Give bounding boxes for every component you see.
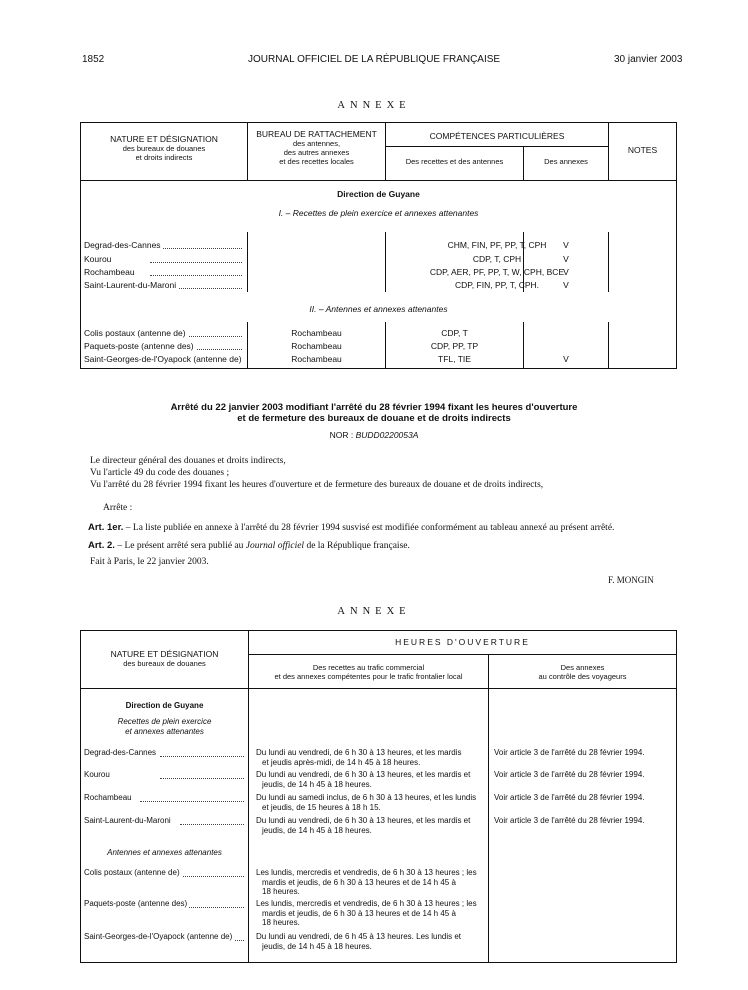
- table-2-row-annexe: Voir article 3 de l'arrêté du 28 février 1994.: [494, 770, 645, 779]
- table-2-row-hours: [256, 748, 486, 767]
- annexe-2-section-2: Antennes et annexes attenantes: [107, 848, 222, 857]
- table-2-row-hours: [256, 816, 486, 835]
- table-2-row-name: Degrad-des-Cannes: [84, 748, 157, 757]
- arrete-preamble-1: Le directeur général des douanes et droits indirects,: [90, 456, 286, 466]
- table-1-row-name: Paquets-poste (antenne des): [84, 341, 194, 351]
- table-2-row-name: Kourou: [84, 770, 110, 779]
- table-2-row-hours-line-2: et jeudis après-midi, de 14 h 45 à 18 heures.: [262, 757, 421, 767]
- table-2-row-hours-line-2: jeudis, de 14 h 45 à 18 heures.: [262, 941, 372, 951]
- table-2-row-hours-line-1: Du lundi au samedi inclus, de 6 h 30 à 13 heures, et les lundis: [256, 793, 477, 802]
- annexe-1-section-2: II. – Antennes et annexes attenantes: [309, 304, 448, 314]
- table-1-row-annexe: V: [563, 254, 569, 264]
- table-2-row-hours-line-1: Du lundi au vendredi, de 6 h 45 à 13 heures. Les lundis et: [256, 932, 462, 941]
- table-2-row-hours-line-2: jeudis, de 14 h 45 à 18 heures.: [262, 825, 372, 835]
- table-2-row-name: Colis postaux (antenne de): [84, 868, 180, 877]
- col-nature-sub-2: et droits indirects: [135, 153, 193, 162]
- table-2-row-hours: [256, 932, 486, 951]
- article-1-text: – La liste publiée en annexe à l'arrêté du 28 février 1994 susvisé est modifiée conformément au tableau annexé au présent arrêté.: [125, 523, 615, 533]
- dot-leader: [150, 248, 242, 249]
- dot-leader: [160, 756, 244, 757]
- table-2-row-hours-line-1: Du lundi au vendredi, de 6 h 30 à 13 heures, et les mardis et: [256, 770, 471, 779]
- table-2-row-annexe: Voir article 3 de l'arrêté du 28 février 1994.: [494, 816, 645, 825]
- annexe-1-section-1: I. – Recettes de plein exercice et annexes attenantes: [278, 208, 479, 218]
- arrete-decides: Arrête :: [103, 503, 133, 513]
- arrete-preamble-2: Vu l'article 49 du code des douanes ;: [90, 468, 230, 478]
- arrete-title-line-2: et de fermeture des bureaux de douane et de droits indirects: [237, 413, 511, 424]
- annexe-2-section-1-b: et annexes attenantes: [125, 727, 204, 736]
- table-1-row-name: Colis postaux (antenne de): [84, 328, 186, 338]
- col-nature-sub-1: des bureaux de douanes: [122, 144, 206, 153]
- col-bureau-sub-2: des autres annexes: [283, 148, 350, 157]
- dot-leader: [180, 824, 244, 825]
- table-2-row-name: Saint-Georges-de-l'Oyapock (antenne de): [84, 932, 233, 941]
- annexe-2-col-recettes-2: et des annexes compétentes pour le trafic frontalier local: [274, 672, 463, 681]
- annexe-2-col-heures: HEURES D'OUVERTURE: [395, 637, 530, 647]
- table-1-row-competences: CDP, FIN, PP, T, CPH.: [454, 280, 540, 290]
- table-2-row-hours-line-1: Du lundi au vendredi, de 6 h 30 à 13 heures, et les mardis: [256, 748, 462, 757]
- page-date: 30 janvier 2003: [614, 54, 683, 65]
- table-1-row-annexe: V: [563, 354, 569, 364]
- table-2-row-hours-line-1: Les lundis, mercredis et vendredis, de 6 h 30 à 13 heures ; les: [256, 899, 477, 908]
- table-1-row-competences: CDP, PP, TP: [430, 341, 479, 351]
- table-1-row-bureau: Rochambeau: [291, 341, 342, 351]
- table-2-row-hours: [256, 899, 486, 928]
- article-1: [88, 522, 708, 533]
- nor-value: BUDD0220053A: [355, 430, 419, 440]
- table-2-row-hours-line-3: 18 heures.: [262, 918, 300, 927]
- col-bureau-title: BUREAU DE RATTACHEMENT: [256, 129, 377, 139]
- table-1-row-name: Kourou: [84, 254, 112, 264]
- table-1-row-annexe: V: [563, 240, 569, 250]
- table-1-row-competences: CDP, T, CPH: [472, 254, 522, 264]
- table-2-row-hours-line-1: Les lundis, mercredis et vendredis, de 6 h 30 à 13 heures ; les: [256, 868, 477, 877]
- col-bureau-sub-3: et des recettes locales: [279, 157, 354, 166]
- table-1-row-bureau: Rochambeau: [291, 328, 342, 338]
- table-1-row-annexe: V: [563, 267, 569, 277]
- table-2-row-annexe: Voir article 3 de l'arrêté du 28 février 1994.: [494, 793, 645, 802]
- annexe-1-direction: Direction de Guyane: [337, 189, 420, 199]
- table-1-row-name: Saint-Laurent-du-Maroni: [84, 280, 177, 290]
- table-1-row-bureau: Rochambeau: [291, 354, 342, 364]
- table-2-row-hours-line-3: 18 heures.: [262, 887, 300, 896]
- annexe-2-section-1-a: Recettes de plein exercice: [117, 717, 212, 726]
- dot-leader: [150, 262, 242, 263]
- table-1-row-competences: TFL, TIE: [438, 354, 471, 364]
- arrete-title-line-1: Arrêté du 22 janvier 2003 modifiant l'arrêté du 28 février 1994 fixant les heures d'ouverture: [170, 402, 578, 413]
- table-2-row-hours: [256, 793, 486, 812]
- col-bureau-sub-1: des antennes,: [292, 139, 341, 148]
- table-2-row-hours-line-2: et jeudis, de 15 heures à 18 h 15.: [262, 802, 381, 812]
- table-2-row-name: Rochambeau: [84, 793, 132, 802]
- table-1-row-competences: CHM, FIN, PF, PP, T, CPH: [447, 240, 547, 250]
- col-nature-title: NATURE ET DÉSIGNATION: [110, 134, 218, 144]
- arrete-preamble-3: Vu l'arrêté du 28 février 1994 fixant les heures d'ouverture et de fermeture des bureaux de douane et de droits indirects,: [90, 480, 544, 490]
- table-2-row-name: Saint-Laurent-du-Maroni: [84, 816, 171, 825]
- col-notes: NOTES: [627, 145, 658, 155]
- table-1-row-competences: CDP, AER, PF, PP, T, W, CPH, BCE: [429, 267, 565, 277]
- annexe-2-direction: Direction de Guyane: [125, 701, 204, 710]
- table-2-row-hours-line-1: Du lundi au vendredi, de 6 h 30 à 13 heures, et les mardis et: [256, 816, 471, 825]
- annexe-2-col-annexes-1: Des annexes: [560, 663, 605, 672]
- table-2-row-hours: [256, 868, 486, 897]
- annexe-1-title: ANNEXE: [337, 100, 411, 111]
- col-competences-title: COMPÉTENCES PARTICULIÈRES: [429, 131, 565, 141]
- article-2-label: Art. 2.: [88, 540, 115, 551]
- annexe-2-col-nature-sub: des bureaux de douanes: [123, 659, 206, 668]
- table-2-row-annexe: Voir article 3 de l'arrêté du 28 février 1994.: [494, 748, 645, 757]
- table-1-row-annexe: V: [563, 280, 569, 290]
- article-2-text-b: Journal officiel: [245, 541, 305, 551]
- dot-leader: [140, 801, 244, 802]
- page-number: 1852: [82, 54, 105, 65]
- col-competences-recettes: Des recettes et des antennes: [405, 157, 504, 166]
- article-2-text-c: de la République française.: [304, 541, 410, 551]
- annexe-2-col-recettes-1: Des recettes au trafic commercial: [312, 663, 425, 672]
- annexe-2-col-annexes-2: au contrôle des voyageurs: [538, 672, 627, 681]
- table-1-row-name: Rochambeau: [84, 267, 135, 277]
- table-2-row-hours: [256, 770, 486, 789]
- annexe-2-title: ANNEXE: [337, 606, 411, 617]
- article-2-text-a: – Le présent arrêté sera publié au: [117, 541, 246, 551]
- dot-leader: [160, 778, 244, 779]
- annexe-2-col-nature: NATURE ET DÉSIGNATION: [110, 649, 219, 659]
- table-2-row-name: Paquets-poste (antenne des): [84, 899, 188, 908]
- table-1-row-name: Degrad-des-Cannes: [84, 240, 161, 250]
- table-2-row-hours-line-2: jeudis, de 14 h 45 à 18 heures.: [262, 779, 372, 789]
- nor-label: NOR :: [329, 430, 354, 440]
- table-1-row-competences: CDP, T: [441, 328, 468, 338]
- col-competences-annexes: Des annexes: [544, 157, 588, 166]
- signature: F. MONGIN: [608, 575, 654, 585]
- journal-title: JOURNAL OFFICIEL DE LA RÉPUBLIQUE FRANÇAISE: [248, 54, 501, 65]
- table-1-row-name: Saint-Georges-de-l'Oyapock (antenne de): [84, 354, 242, 364]
- dot-leader: [150, 275, 242, 276]
- article-1-label: Art. 1er.: [88, 522, 124, 533]
- table-2-row-hours-line-2: mardis et jeudis, de 6 h 30 à 13 heures et de 14 h 45 à: [262, 908, 456, 918]
- fait-a-paris: Fait à Paris, le 22 janvier 2003.: [90, 557, 209, 567]
- article-2: [88, 540, 410, 551]
- table-2-row-hours-line-2: mardis et jeudis, de 6 h 30 à 13 heures et de 14 h 45 à: [262, 877, 456, 887]
